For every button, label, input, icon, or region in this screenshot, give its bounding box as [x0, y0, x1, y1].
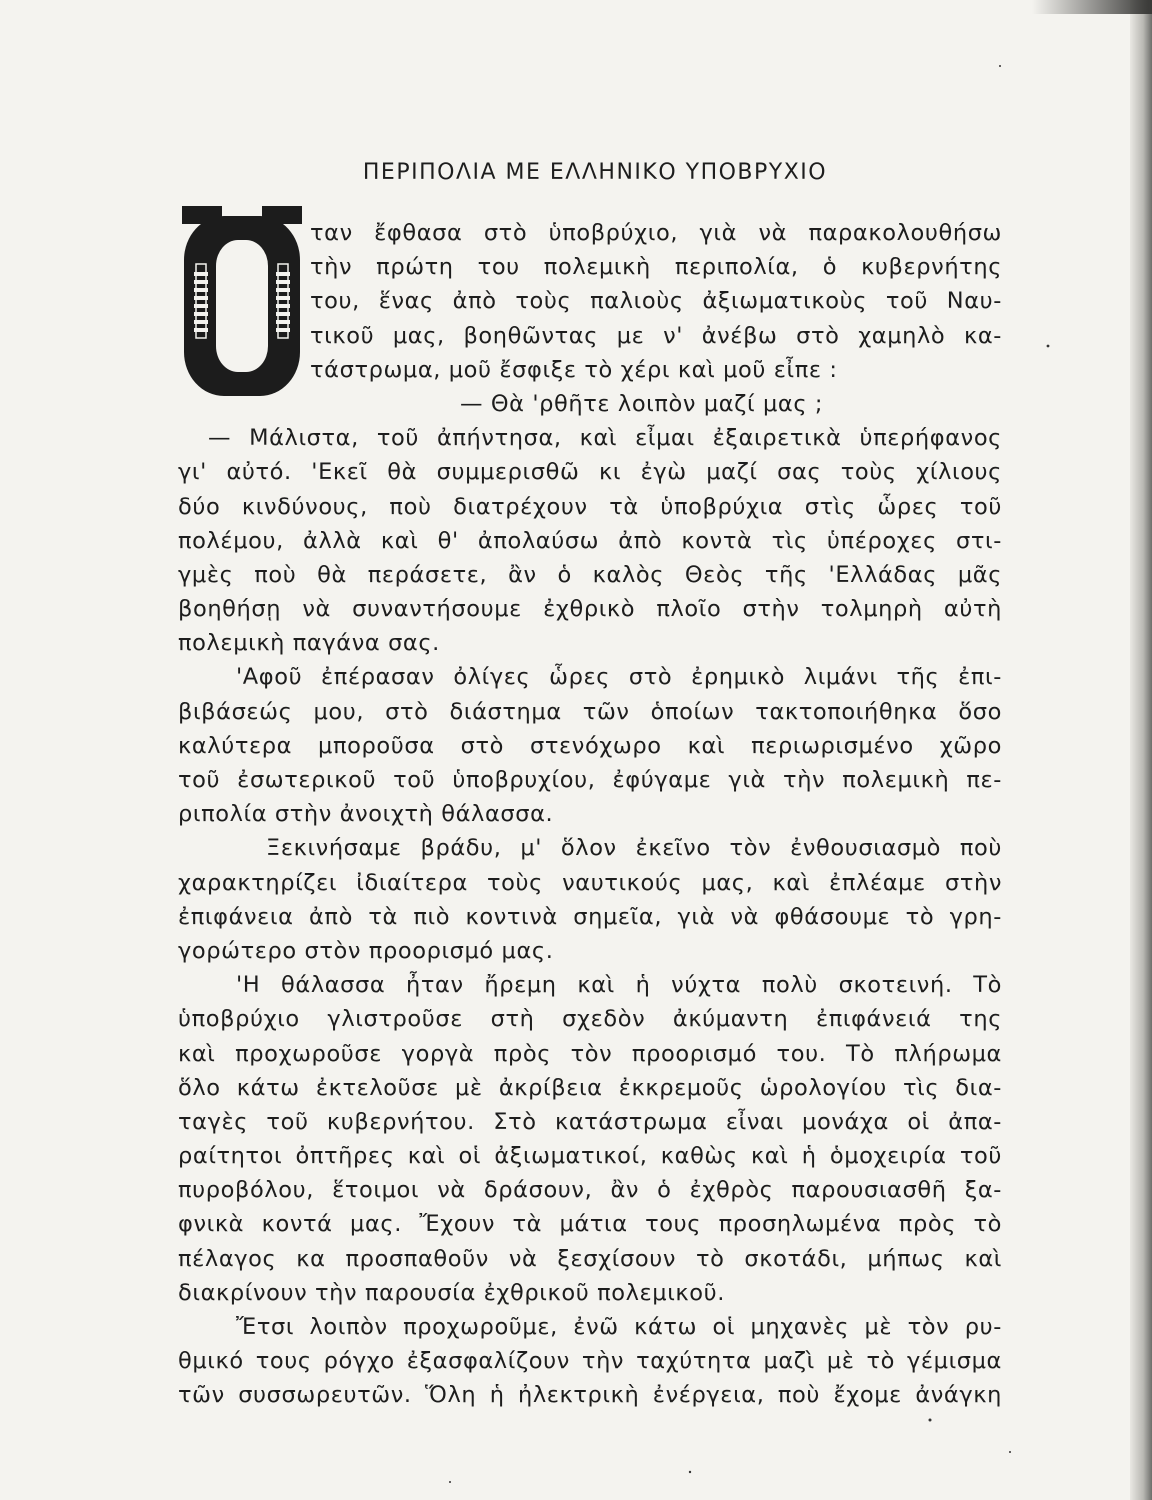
- text-line: πέλαγος κα προσπαθοῦν νὰ ξεσχίσουν τὸ σκοτάδι, μήπως καὶ: [178, 1245, 1002, 1272]
- running-head: ΠΕΡΙΠΟΛΙΑ ΜΕ ΕΛΛΗΝΙΚΟ ΥΠΟΒΡΥΧΙΟ: [362, 160, 828, 185]
- text-line: τάστρωμα, μοῦ ἔσφιξε τὸ χέρι καὶ μοῦ εἶπε :: [310, 356, 838, 383]
- text-line: ραίτητοι ὀπτῆρες καὶ οἱ ἀξιωματικοί, καθὼς καὶ ἡ ὁμοχειρία τοῦ: [178, 1143, 1002, 1170]
- text-line: διακρίνουν τὴν παρουσία ἐχθρικοῦ πολεμικοῦ.: [178, 1279, 726, 1306]
- text-line: δύο κινδύνους, ποὺ διατρέχουν τὰ ὑποβρύχια στὶς ὧρες τοῦ: [178, 493, 1002, 520]
- text-line: τικοῦ μας, βοηθῶντας με ν' ἀνέβω στὸ χαμηλὸ κα-: [310, 322, 1002, 349]
- text-line: τῶν συσσωρευτῶν. Ὅλη ἡ ἠλεκτρικὴ ἐνέργεια, ποὺ ἔχομε ἀνάγκη: [178, 1382, 1002, 1409]
- body-text: [178, 216, 1002, 1413]
- text-line: τὴν πρώτη του πολεμικὴ περιπολία, ὁ κυβερνήτης: [310, 254, 1002, 281]
- text-line: 'Αφοῦ ἐπέρασαν ὀλίγες ὧρες στὸ ἐρημικὸ λιμάνι τῆς ἐπι-: [236, 664, 1002, 691]
- text-line: ὑποβρύχιο γλιστροῦσε στὴ σχεδὸν ἀκύμαντη ἐπιφάνειά της: [178, 1006, 1002, 1033]
- text-line: ταγὲς τοῦ κυβερνήτου. Στὸ κατάστρωμα εἶναι μονάχα οἱ ἀπα-: [178, 1108, 1002, 1135]
- text-line: φνικὰ κοντά μας. Ἔχουν τὰ μάτια τους προσηλωμένα πρὸς τὸ: [178, 1211, 1002, 1238]
- text-line: πολεμικὴ παγάνα σας.: [178, 630, 440, 657]
- dropcap-letter-omicron: [182, 204, 302, 404]
- text-line: χαρακτηρίζει ἰδιαίτερα τοὺς ναυτικούς μας, καὶ ἐπλέαμε στὴν: [178, 869, 1002, 896]
- text-line: ταν ἔφθασα στὸ ὑποβρύχιο, γιὰ νὰ παρακολουθήσω: [310, 220, 1002, 246]
- text-line: βοηθήσῃ νὰ συναντήσουμε ἐχθρικὸ πλοῖο στὴν τολμηρὴ αὐτὴ: [178, 596, 1002, 623]
- text-line: — Μάλιστα, τοῦ ἀπήντησα, καὶ εἶμαι ἐξαιρετικὰ ὑπερήφανος: [208, 425, 1002, 452]
- text-line: γι' αὐτό. 'Εκεῖ θὰ συμμερισθῶ κι ἐγὼ μαζί σας τοὺς χίλιους: [178, 459, 1002, 486]
- text-line: πυροβόλου, ἕτοιμοι νὰ δράσουν, ἂν ὁ ἐχθρὸς παρουσιασθῆ ξα-: [178, 1177, 1002, 1204]
- text-line: του, ἕνας ἀπὸ τοὺς παλιοὺς ἀξιωματικοὺς τοῦ Ναυ-: [310, 288, 1002, 315]
- text-line: Ξεκινήσαμε βράδυ, μ' ὅλον ἐκεῖνο τὸν ἐνθουσιασμὸ ποὺ: [266, 835, 1002, 862]
- text-line: ριπολία στὴν ἀνοιχτὴ θάλασσα.: [178, 801, 554, 828]
- text-line: καλύτερα μποροῦσα στὸ στενόχωρο καὶ περιωρισμένο χῶρο: [178, 732, 1002, 759]
- page-corner-shadow: [1032, 0, 1152, 14]
- text-line: πολέμου, ἀλλὰ καὶ θ' ἀπολαύσω ἀπὸ κοντὰ τὶς ὑπέροχες στι-: [178, 527, 1002, 554]
- text-line: Ἔτσι λοιπὸν προχωροῦμε, ἐνῶ κάτω οἱ μηχανὲς μὲ τὸν ρυ-: [236, 1314, 1002, 1340]
- text-line: γμὲς ποὺ θὰ περάσετε, ἂν ὁ καλὸς Θεὸς τῆς 'Ελλάδας μᾶς: [178, 561, 1002, 588]
- text-line: θμικό τους ρόγχο ἐξασφαλίζουν τὴν ταχύτητα μαζὶ μὲ τὸ γέμισμα: [178, 1348, 1002, 1375]
- paragraphs: [178, 421, 1002, 1412]
- text-line: καὶ προχωροῦσε γοργὰ πρὸς τὸν προορισμό του. Τὸ πλήρωμα: [178, 1040, 1002, 1067]
- text-line: 'Η θάλασσα ἦταν ἤρεμη καὶ ἡ νύχτα πολὺ σκοτεινή. Τὸ: [236, 972, 1002, 999]
- text-line: τοῦ ἐσωτερικοῦ τοῦ ὑποβρυχίου, ἐφύγαμε γιὰ τὴν πολεμικὴ πε-: [178, 767, 1002, 793]
- text-line: βιβάσεώς μου, στὸ διάστημα τῶν ὁποίων τακτοποιήθηκα ὅσο: [178, 698, 1002, 725]
- text-line: — Θὰ 'ρθῆτε λοιπὸν μαζί μας ;: [460, 390, 824, 417]
- page-edge-shadow: [1130, 0, 1152, 1500]
- text-line: γορώτερο στὸν προορισμό μας.: [178, 937, 554, 964]
- opening-paragraph: [178, 216, 1002, 421]
- text-line: ἐπιφάνεια ἀπὸ τὰ πιὸ κοντινὰ σημεῖα, γιὰ νὰ φθάσουμε τὸ γρη-: [178, 903, 1002, 930]
- text-line: ὅλο κάτω ἐκτελοῦσε μὲ ἀκρίβεια ἐκκρεμοῦς ὡρολογίου τὶς δια-: [178, 1074, 1002, 1101]
